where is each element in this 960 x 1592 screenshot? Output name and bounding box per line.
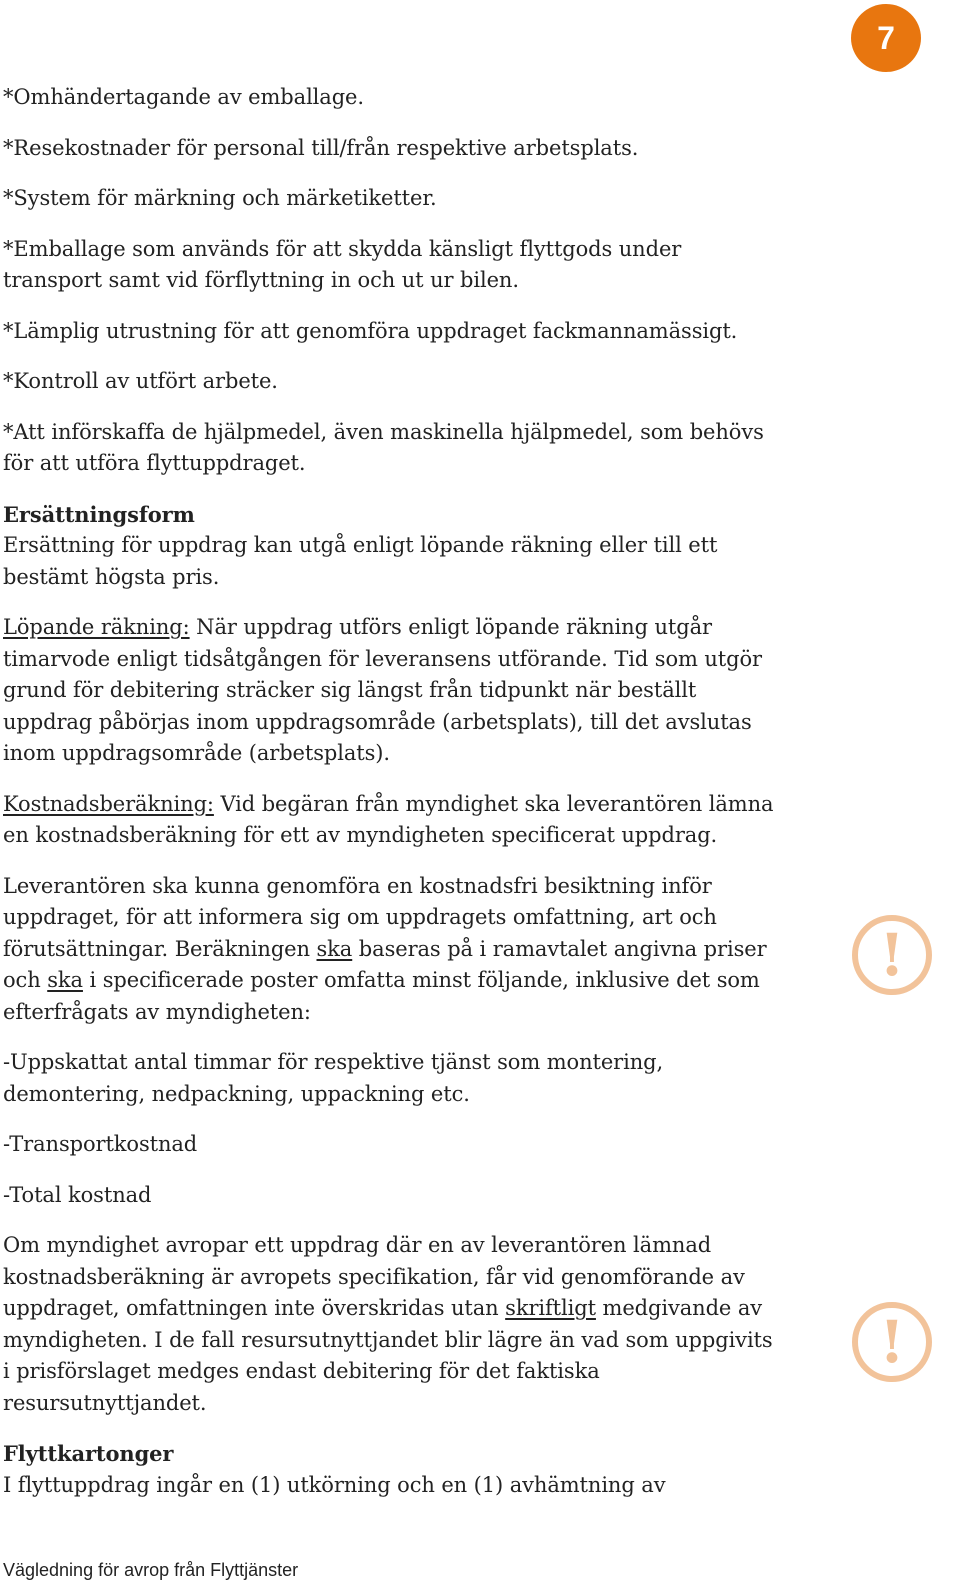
list-item: *Resekostnader för personal till/från respektive arbetsplats. bbox=[3, 135, 639, 160]
list-item: *Kontroll av utfört arbete. bbox=[3, 369, 278, 393]
ersattningsform-section: Ersättningsform Ersättning för uppdrag kan utgå enligt löpande räkning eller till ett bestämt högsta pris. bbox=[3, 499, 793, 594]
leverantoren-paragraph: Leverantören ska kunna genomföra en kostnadsfri besiktning inför uppdraget, för att informera sig om uppdragets omfattning, art och förutsättningar. Beräkningen ska baseras på i ramavtalet angivna priser och ska i specificerade poster omfatta minst följande, inklusive det som efterfrågats av myndigheten: bbox=[3, 873, 767, 1024]
page-number-badge: 7 bbox=[851, 4, 921, 72]
lopande-rakning-paragraph: Löpande räkning: När uppdrag utförs enligt löpande räkning utgår timarvode enligt tidsåtgången för leveransens utförande. Tid som utgör grund för debitering sträcker sig längst från tidpunkt när beställt uppdrag påbörjas inom uppdragsområde (arbetsplats), till det avslutas inom uppdragsområde (arbetsplats). bbox=[3, 615, 762, 765]
list-item: *Att införskaffa de hjälpmedel, även maskinella hjälpmedel, som behövs för att utföra flyttuppdraget. bbox=[3, 419, 764, 475]
footer-text: Vägledning för avrop från Flyttjänster bbox=[3, 1560, 299, 1580]
warning-icon: ! bbox=[852, 915, 932, 995]
section-heading: Flyttkartonger bbox=[3, 1441, 174, 1466]
list-item: -Uppskattat antal timmar för respektive tjänst som montering, demontering, nedpackning, uppackning etc. bbox=[3, 1050, 664, 1106]
term-label: Kostnadsberäkning: bbox=[3, 791, 214, 816]
list-item: *Omhändertagande av emballage. bbox=[3, 85, 364, 109]
list-item: -Total kostnad bbox=[3, 1182, 152, 1207]
section-heading: Ersättningsform bbox=[3, 501, 195, 527]
warning-icon: ! bbox=[852, 1302, 932, 1382]
document-body bbox=[3, 82, 793, 1520]
list-item: *Lämplig utrustning för att genomföra uppdraget fackmannamässigt. bbox=[3, 318, 738, 343]
flyttkartonger-section: Flyttkartonger I flyttuppdrag ingår en (1) utkörning och en (1) avhämtning av bbox=[3, 1438, 793, 1501]
kostnadsberakning-paragraph: Kostnadsberäkning: Vid begäran från myndighet ska leverantören lämna en kostnadsberäkning för ett av myndigheten specificerat uppdrag. bbox=[3, 791, 774, 847]
term-label: Löpande räkning: bbox=[3, 615, 190, 639]
list-item: -Transportkostnad bbox=[3, 1132, 198, 1156]
list-item: *System för märkning och märketiketter. bbox=[3, 186, 437, 210]
avrop-paragraph: Om myndighet avropar ett uppdrag där en av leverantören lämnad kostnadsberäkning är avropets specifikation, får vid genomförande av uppdraget, omfattningen inte överskridas utan skriftligt medgivande av myndigheten. I de fall resursutnyttjandet blir lägre än vad som uppgivits i prisförslaget medges endast debitering för det faktiska resursutnyttjandet. bbox=[3, 1233, 773, 1415]
list-item: *Emballage som används för att skydda känsligt flyttgods under transport samt vid förflyttning in och ut ur bilen. bbox=[3, 236, 682, 292]
